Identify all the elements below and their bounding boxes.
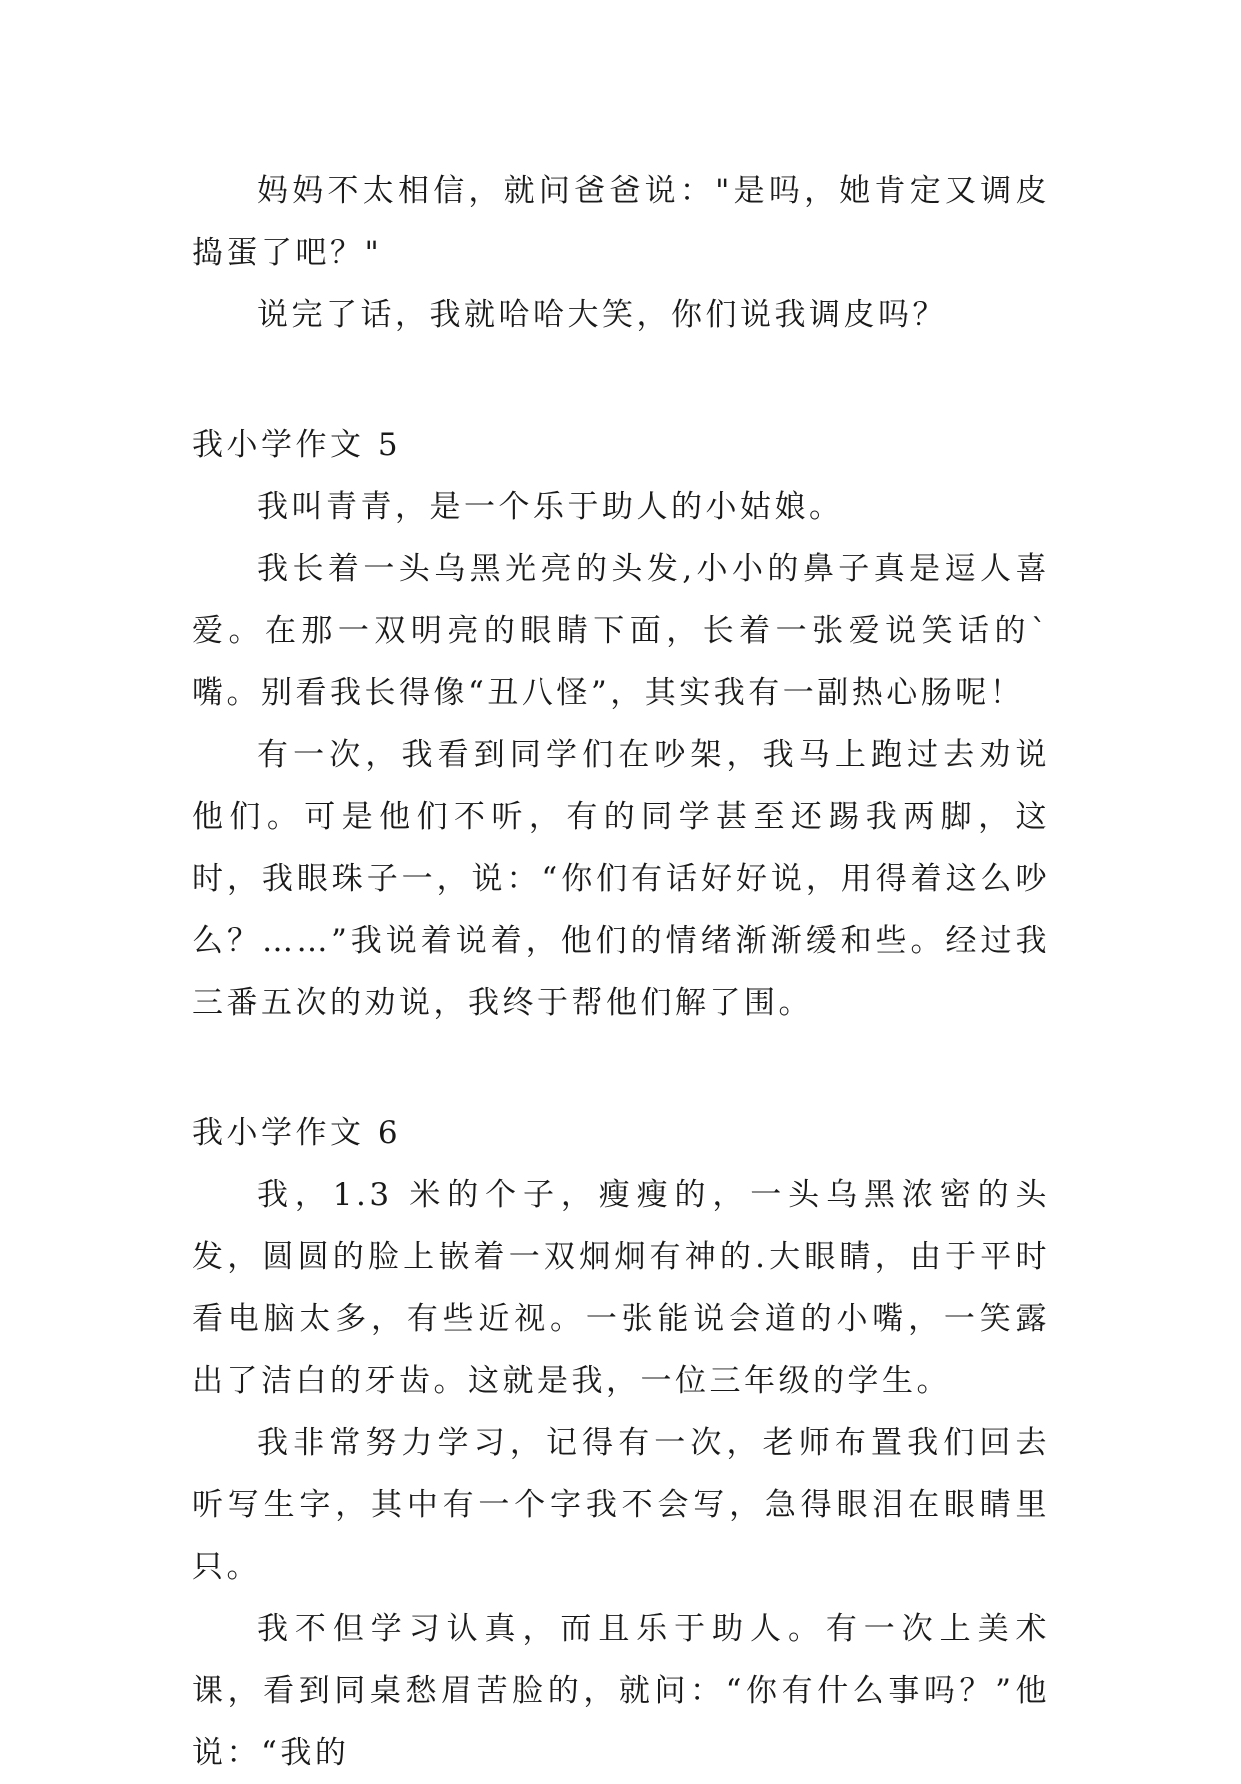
section-heading: 我小学作文 6 (192, 1115, 402, 1151)
paragraph: 我非常努力学习，记得有一次，老师布置我们回去听写生字，其中有一个字我不会写，急得眼泪在眼睛里只。 (192, 1425, 1050, 1585)
paragraph: 我长着一头乌黑光亮的头发,小小的鼻子真是逗人喜爱。在那一双明亮的眼睛下面，长着一张爱说笑话的`嘴。别看我长得像“丑八怪”，其实我有一副热心肠呢！ (192, 551, 1050, 711)
document-body (192, 160, 1050, 1784)
paragraph: 妈妈不太相信，就问爸爸说："是吗，她肯定又调皮捣蛋了吧？" (192, 173, 1050, 271)
essay-section-5 (192, 414, 1050, 1034)
paragraph: 说完了话，我就哈哈大笑，你们说我调皮吗？ (257, 297, 947, 333)
intro-section (192, 160, 1050, 346)
essay-section-6 (192, 1102, 1050, 1784)
paragraph: 有一次，我看到同学们在吵架，我马上跑过去劝说他们。可是他们不听，有的同学甚至还踢我两脚，这时，我眼珠子一，说：“你们有话好好说，用得着这么吵么？……”我说着说着，他们的情绪渐渐缓和些。经过我三番五次的劝说，我终于帮他们解了围。 (192, 737, 1050, 1021)
paragraph: 我，1.3 米的个子，瘦瘦的，一头乌黑浓密的头发，圆圆的脸上嵌着一双炯炯有神的.大眼睛，由于平时看电脑太多，有些近视。一张能说会道的小嘴，一笑露出了洁白的牙齿。这就是我，一位三年级的学生。 (192, 1177, 1050, 1399)
paragraph: 我叫青青，是一个乐于助人的小姑娘。 (257, 489, 844, 525)
section-heading: 我小学作文 5 (192, 427, 402, 463)
paragraph: 我不但学习认真，而且乐于助人。有一次上美术课，看到同桌愁眉苦脸的，就问：“你有什么事吗？”他说：“我的 (192, 1611, 1050, 1771)
